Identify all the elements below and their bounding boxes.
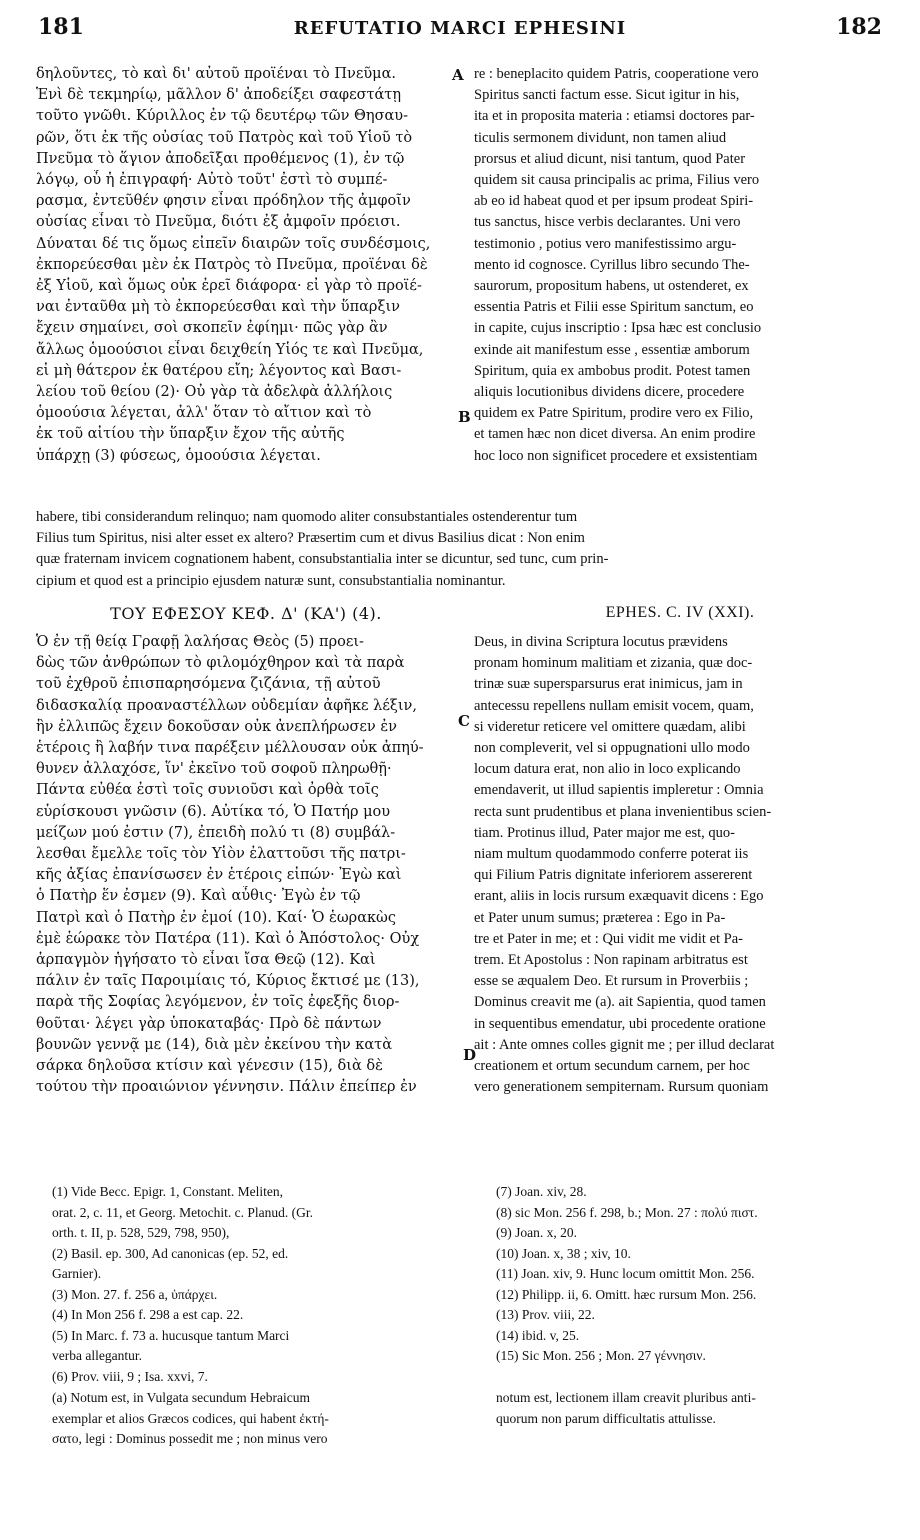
text-line: τοῦ ἐχθροῦ ἐπισπαρησόμενα ζιζάνια, τῇ αὐτοῦ <box>36 676 381 693</box>
text-line: ἄλλως ὁμοούσιοι εἶναι δειχθείη Υἱός τε καὶ Πνεῦμα, <box>36 341 424 358</box>
text-line: διδασκαλίᾳ προαναστέλλων οὐδεμίαν ἀφῆκε λέξιν, <box>36 697 417 714</box>
text-line: notum est, lectionem illam creavit pluribus anti- <box>496 1390 756 1405</box>
text-line: θυνεν ἀλλαχόσε, ἵν' ἐκεῖνο τοῦ σοφοῦ πληρωθῇ· <box>36 761 392 778</box>
text-line: (13) Prov. viii, 22. <box>496 1307 595 1322</box>
text-line: esse se æqualem Deo. Et rursum in Proverbiis ; <box>474 973 749 990</box>
text-line: (15) Sic Mon. 256 ; Mon. 27 γέννησιν. <box>496 1348 706 1363</box>
text-line: ticulis sermonem dividunt, non tamen aliud <box>474 129 727 146</box>
text-line: (6) Prov. viii, 9 ; Isa. xxvi, 7. <box>52 1368 208 1384</box>
text-line: et tamen hæc non dicet diversa. An enim prodire <box>474 426 756 443</box>
text-line: orat. 2, c. 11, et Georg. Metochit. c. Planud. (Gr. <box>52 1204 313 1220</box>
text-line: erant, aliis in locis rursum exæquavit dicens : Ego <box>474 888 764 905</box>
text-line: ρασμα, ἐντεῦθέν φησιν εἶναι πρόδηλον τῆς ἀμφοῖν <box>36 193 411 210</box>
text-line: antecessu repellens nullam emisit vocem, quam, <box>474 697 754 714</box>
text-line: verba allegantur. <box>52 1348 142 1363</box>
text-line: ἐκ τοῦ αἰτίου τὴν ὕπαρξιν ἔχον τῆς αὐτῆς <box>36 426 345 443</box>
text-line: (12) Philipp. ii, 6. Omitt. hæc rursum Mon. 256. <box>496 1286 757 1302</box>
text-line: creationem et ortum secundum carnem, per hoc <box>474 1058 750 1075</box>
text-line: recta sunt prudentibus et plana invenientibus scien- <box>474 803 772 820</box>
text-line: παρὰ τῆς Σοφίας λεγόμενον, ἐν τοῖς ἐφεξῆς διορ- <box>36 994 400 1011</box>
text-line: locum datura erat, non alio in loco explicando <box>474 761 741 778</box>
text-line: Dominus creavit me (a). ait Sapientia, quod tamen <box>474 994 766 1011</box>
text-line: cipium et quod est a principio ejusdem naturæ sunt, consubstantialia nominantur. <box>36 572 506 589</box>
text-line: testimonio , potius vero manifestissimo argu- <box>474 235 737 252</box>
latin-column-upper <box>474 64 886 502</box>
text-line: (10) Joan. x, 38 ; xiv, 10. <box>496 1245 631 1261</box>
text-line: habere, tibi considerandum relinquo; nam quomodo aliter consubstantiales ostenderentur tum <box>36 509 578 525</box>
footnotes-right <box>496 1182 886 1367</box>
text-line: prorsus et aliud dicunt, nisi tantum, quod Pater <box>474 150 746 167</box>
text-line: εἰ μὴ θάτερον ἐκ θατέρου εἴη; λέγοντος καὶ Βασι- <box>36 362 402 379</box>
text-line: ρῶν, ὅτι ἐκ τῆς οὐσίας τοῦ Πατρὸς καὶ τοῦ Υἱοῦ τὸ <box>36 129 413 146</box>
margin-marker-c: C <box>458 712 470 730</box>
text-line: (2) Basil. ep. 300, Ad canonicas (ep. 52, ed. <box>52 1245 289 1261</box>
text-line: τούτου τὴν προαιώνιον γέννησιν. Πάλιν ἐπείπερ ἐν <box>36 1079 417 1096</box>
page-number-right: 182 <box>836 14 882 40</box>
text-line: δὼς τῶν ἀνθρώπων τὸ φιλομόχθηρον καὶ τὰ παρὰ <box>36 655 405 672</box>
text-line: κῆς ἀξίας ἐπανίσωσεν ἐν ἑτέροις εἰπών· Ἐγὼ καὶ <box>36 867 402 884</box>
text-line: σάρκα δηλοῦσα κτίσιν καὶ γένεσιν (15), διὰ δὲ <box>36 1058 383 1075</box>
text-line: quidem ex Patre Spiritum, prodire vero ex Filio, <box>474 405 754 422</box>
text-line: πάλιν ἐν ταῖς Παροιμίαις τό, Κύριος ἔκτισέ με (13), <box>36 973 420 990</box>
section-heading-greek: ΤΟΥ ΕΦΕΣΟΥ ΚΕΦ. Δ' (ΚΑ') (4). <box>110 604 382 623</box>
text-line: ὁ Πατὴρ ἕν ἐσμεν (9). Καὶ αὖθις· Ἐγὼ ἐν τῷ <box>36 888 361 905</box>
text-line: Spiritum, quia ex ambobus prodit. Potest tamen <box>474 362 751 379</box>
text-line: εὑρίσκουσι γνῶσιν (6). Αὐτίκα τό, Ὁ Πατήρ μου <box>36 803 391 820</box>
text-line: Πατρὶ καὶ ὁ Πατὴρ ἐν ἐμοί (10). Καί· Ὁ ἑωρακὼς <box>36 909 396 926</box>
text-line: μείζων μού ἐστιν (7), ἐπειδὴ πολύ τι (8) συμβάλ- <box>36 824 396 841</box>
margin-marker-b: B <box>458 408 471 426</box>
greek-column-upper <box>36 64 456 502</box>
latin-column-lower <box>474 632 886 1170</box>
text-line: (5) In Marc. f. 73 a. hucusque tantum Marci <box>52 1327 290 1343</box>
text-line: Filius tum Spiritus, nisi alter esset ex altero? Præsertim cum et divus Basilius dicat : Non enim <box>36 530 585 547</box>
text-line: (4) In Mon 256 f. 298 a est cap. 22. <box>52 1307 244 1322</box>
text-line: in capite, cujus inscriptio : Ipsa hæc est conclusio <box>474 320 762 337</box>
text-line: λόγῳ, οὗ ἡ ἐπιγραφή· Αὐτὸ τοῦτ' ἐστὶ τὸ συμπέ- <box>36 172 388 189</box>
text-line: pronam hominum malitiam et zizania, quæ doc- <box>474 655 753 672</box>
text-line: Spiritus sancti factum esse. Sicut igitur in his, <box>474 87 740 104</box>
text-line: λεσθαι ἔμελλε τοῖς τὸν Υἱὸν ἐλαττοῦσι τῆς πατρι- <box>36 846 406 863</box>
footnote-a-left <box>52 1388 456 1450</box>
text-line: (7) Joan. xiv, 28. <box>496 1184 587 1199</box>
text-line: emendaverit, ut illud sapientis impleretur : Omnia <box>474 782 764 799</box>
text-line: Ὁ ἐν τῇ θείᾳ Γραφῇ λαλήσας Θεὸς (5) προει- <box>36 634 364 650</box>
text-line: ἁρπαγμὸν ἡγήσατο τὸ εἶναι ἴσα Θεῷ (12). Καὶ <box>36 952 376 969</box>
text-line: qui Filium Patris dignitate inferiorem assererent <box>474 867 753 884</box>
text-line: (1) Vide Becc. Epigr. 1, Constant. Meliten, <box>52 1184 284 1199</box>
text-line: quidem sit causa principalis ac prima, Filius vero <box>474 172 760 189</box>
text-line: ἣν ἐλλιπῶς ἔχειν δοκοῦσαν οὐκ ἀνεπλήρωσεν ἐν <box>36 718 397 735</box>
text-line: essentia Patris et Filii esse Spiritum sanctum, eo <box>474 299 754 316</box>
text-line: (8) sic Mon. 256 f. 298, b.; Mon. 27 : πολύ πιστ. <box>496 1204 758 1220</box>
text-line: si videretur reticere vel omittere quædam, alibi <box>474 718 746 735</box>
text-line: mento id cognosce. Cyrillus libro secundo The- <box>474 256 750 273</box>
greek-column-lower <box>36 632 456 1170</box>
margin-marker-a: A <box>452 66 464 84</box>
text-line: niam multum quodammodo conferre poterat iis <box>474 846 749 863</box>
text-line: ait : Ante omnes colles gignit me ; per illud declarat <box>474 1036 775 1053</box>
text-line: ὁμοούσια λέγεται, ἀλλ' ὅταν τὸ αἴτιον καὶ τὸ <box>36 405 372 422</box>
page-number-left: 181 <box>38 14 84 40</box>
text-line: exemplar et alios Græcos codices, qui habent ἐκτή- <box>52 1410 329 1426</box>
text-line: quæ fraternam invicem cognationem habent, consubstantialia inter se dicuntur, sed tunc, cum prin- <box>36 551 609 568</box>
margin-marker-d: D <box>463 1046 477 1064</box>
text-line: ἔχειν σημαίνει, σοὶ σκοπεῖν ἐφίημι· πῶς γὰρ ἂν <box>36 320 388 337</box>
text-line: (14) ibid. v, 25. <box>496 1327 580 1343</box>
page-header <box>38 14 882 44</box>
text-line: Ἑνὶ δὲ τεκμηρίῳ, μᾶλλον δ' ἀποδείξει σαφεστάτῃ <box>36 87 402 104</box>
text-line: ἐξ Υἱοῦ, καὶ ὅμως οὐκ ἐρεῖ διάφορα· εἰ γὰρ τὸ προϊέ- <box>36 278 422 295</box>
text-line: Deus, in divina Scriptura locutus prævidens <box>474 634 728 650</box>
text-line: οὐσίας εἶναι τὸ Πνεῦμα, διότι ἐξ ἀμφοῖν πρόεισι. <box>36 214 401 231</box>
text-line: tiam. Protinus illud, Pater major me est, quo- <box>474 824 735 841</box>
text-line: orth. t. II, p. 528, 529, 798, 950), <box>52 1225 230 1240</box>
text-line: exinde ait manifestum esse , essentiæ amborum <box>474 341 750 358</box>
text-line: quorum non parum difficultatis attulisse. <box>496 1410 716 1426</box>
footnote-a-right <box>496 1388 886 1429</box>
text-line: ita et in proposita materia : etiamsi doctores par- <box>474 108 755 125</box>
text-line: tre et Pater in me; et : Qui vidit me vidit et Pa- <box>474 930 743 947</box>
text-line: θοῦται· λέγει γὰρ ὑποκαταβάς· Πρὸ δὲ πάντων <box>36 1015 382 1032</box>
text-line: aliquis locutionibus dividens dicere, procedere <box>474 384 745 401</box>
latin-fullwidth-paragraph <box>36 507 886 601</box>
text-line: in sequentibus emendatur, ubi procedente oratione <box>474 1015 766 1032</box>
text-line: Δύναται δέ τις ὅμως εἰπεῖν διαιρῶν τοῖς συνδέσμοις, <box>36 235 431 252</box>
text-line: trinæ suæ supersparsurus erat inimicus, jam in <box>474 676 743 693</box>
text-line: λείου τοῦ θείου (2)· Οὐ γὰρ τὰ ἀδελφὰ ἀλλήλοις <box>36 384 393 401</box>
text-line: ab eo id habeat quod et per ipsum prodeat Spiri- <box>474 193 754 210</box>
section-heading-latin: EPHES. C. IV (XXI). <box>605 604 755 621</box>
text-line: ὑπάρχῃ (3) φύσεως, ὁμοούσια λέγεται. <box>36 447 321 464</box>
text-line: tus sanctus, hisce verbis declarantes. Uni vero <box>474 214 741 231</box>
text-line: hoc loco non significet procedere et exsistentiam <box>474 447 758 464</box>
text-line: Garnier). <box>52 1266 102 1281</box>
text-line: re : beneplacito quidem Patris, cooperatione vero <box>474 66 759 82</box>
text-line: τοῦτο γνῶθι. Κύριλλος ἐν τῷ δευτέρῳ τῶν Θησαυ- <box>36 108 409 125</box>
text-line: vero generationem sempiternam. Rursum quoniam <box>474 1079 769 1096</box>
text-line: et Pater unum sumus; præterea : Ego in Pa- <box>474 909 726 926</box>
footnotes-left <box>52 1182 452 1387</box>
text-line: (9) Joan. x, 20. <box>496 1225 577 1240</box>
text-line: saurorum, propositum habens, ut ostenderet, ex <box>474 278 749 295</box>
text-line: (a) Notum est, in Vulgata secundum Hebraicum <box>52 1390 310 1405</box>
running-title: REFUTATIO MARCI EPHESINI <box>293 18 627 39</box>
text-line: (11) Joan. xiv, 9. Hunc locum omittit Mon. 256. <box>496 1266 755 1281</box>
text-line: σατο, legi : Dominus possedit me ; non minus vero <box>52 1431 328 1446</box>
text-line: trem. Et Apostolus : Non rapinam arbitratus est <box>474 952 748 969</box>
text-line: ναι ἐνταῦθα μὴ τὸ ἐκπορεύεσθαι καὶ τὴν ὕπαρξιν <box>36 299 400 316</box>
text-line: δηλοῦντες, τὸ καὶ δι' αὐτοῦ προϊέναι τὸ Πνεῦμα. <box>36 66 396 82</box>
text-line: (3) Mon. 27. f. 256 a, ὑπάρχει. <box>52 1286 218 1302</box>
text-line: non compleverit, vel si oppugnationi ullo modo <box>474 740 750 757</box>
text-line: ἑτέροις ἢ λαβήν τινα παρέξειν μέλλουσαν οὐκ ἀπηύ- <box>36 740 424 757</box>
text-line: Πνεῦμα τὸ ἅγιον ἀποδεῖξαι προθέμενος (1), ἐν τῷ <box>36 150 405 167</box>
text-line: ἐκπορεύεσθαι μὲν ἐκ Πατρὸς τὸ Πνεῦμα, προϊέναι δὲ <box>36 256 428 273</box>
text-line: βουνῶν γεννᾷ με (14), διὰ μὲν ἐκείνου τὴν κατὰ <box>36 1036 392 1053</box>
text-line: ἐμὲ ἑώρακε τὸν Πατέρα (11). Καὶ ὁ Ἀπόστολος· Οὐχ <box>36 930 420 947</box>
text-line: Πάντα εὐθέα ἐστὶ τοῖς συνιοῦσι καὶ ὀρθὰ τοῖς <box>36 782 379 799</box>
